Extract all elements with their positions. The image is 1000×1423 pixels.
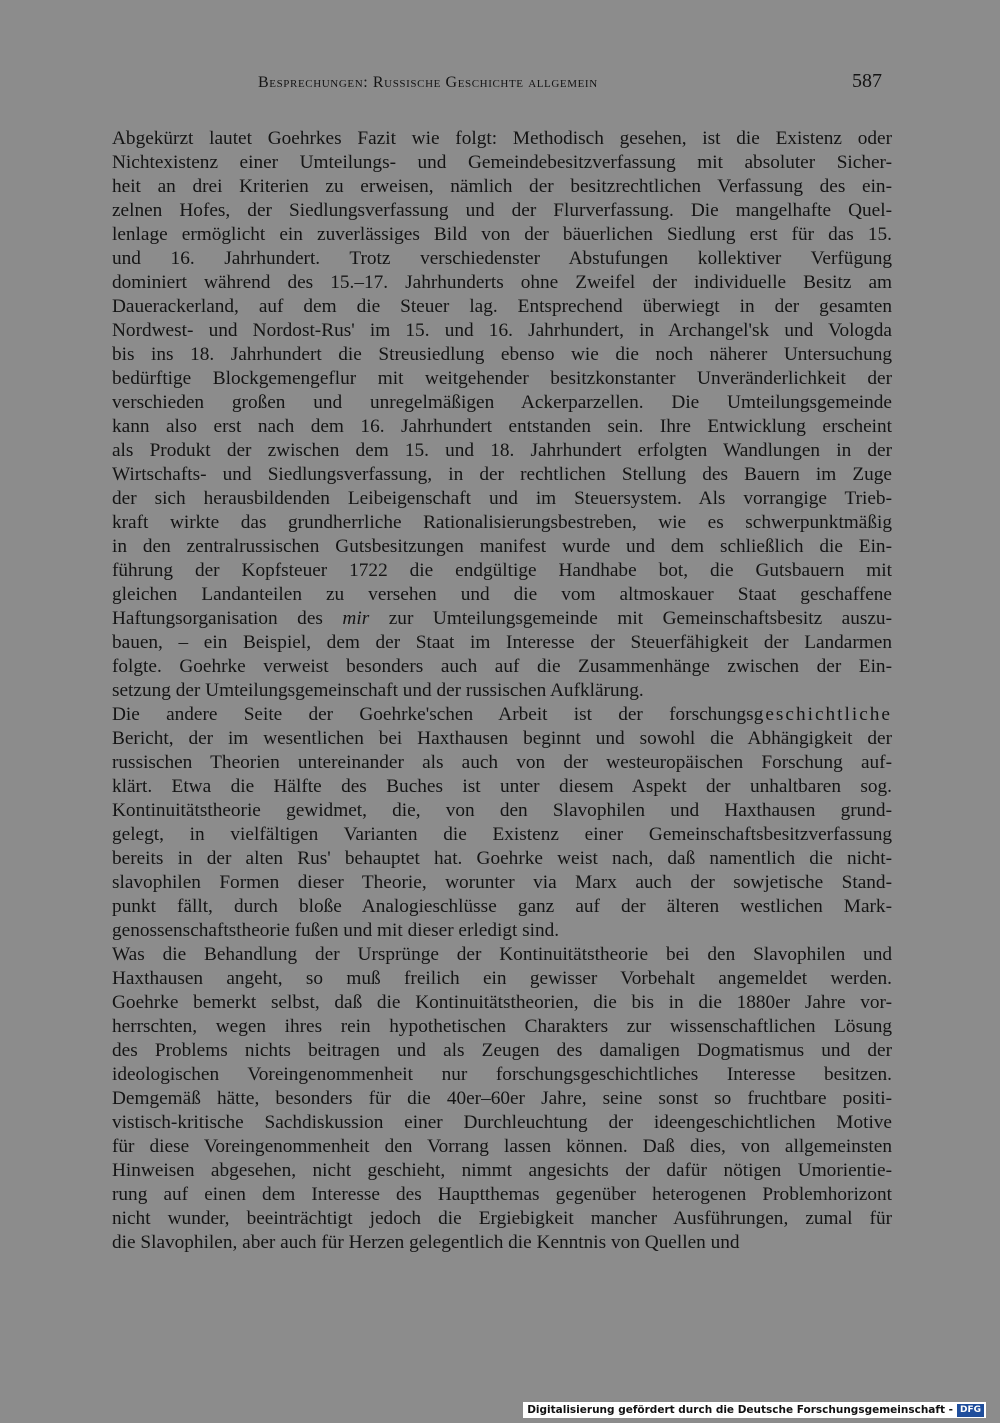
text-line: Goehrke bemerkt selbst, daß die Kontinuitätstheorien, die bis in die 1880er Jahre vor- (112, 992, 892, 1013)
text-line: und 16. Jahrhundert. Trotz verschiedenster Abstufungen kollektiver Verfügung (112, 248, 892, 269)
paragraph (112, 943, 892, 1255)
text-line: Dauerackerland, auf dem die Steuer lag. Entsprechend überwiegt in der gesamten (112, 296, 892, 317)
text-line: klärt. Etwa die Hälfte des Buches ist unter diesem Aspekt der unhaltbaren sog. (112, 776, 892, 797)
text-line: Die andere Seite der Goehrke'schen Arbeit ist der forschungsgeschichtliche (112, 704, 892, 725)
text-line: punkt fällt, durch bloße Analogieschlüsse ganz auf der älteren westlichen Mark- (112, 896, 892, 917)
text-line: Haftungsorganisation des mir zur Umteilungsgemeinde mit Gemeinschaftsbesitz auszu- (112, 608, 892, 629)
text-line: kann also erst nach dem 16. Jahrhundert entstanden sein. Ihre Entwicklung erscheint (112, 416, 892, 437)
text-line: zelnen Hofes, der Siedlungsverfassung und der Flurverfassung. Die mangelhafte Quel- (112, 200, 892, 221)
page-number: 587 (852, 70, 882, 92)
body-text (112, 127, 892, 1255)
page-header (112, 70, 882, 96)
text-line: Abgekürzt lautet Goehrkes Fazit wie folgt: Methodisch gesehen, ist die Existenz oder (112, 128, 892, 149)
text-line: ideologischen Voreingenommenheit nur forschungsgeschichtliches Interesse besitzen. (112, 1064, 892, 1085)
text-line: bauen, – ein Beispiel, dem der Staat im Interesse der Steuerfähigkeit der Landarmen (112, 632, 892, 653)
text-line: rung auf einen dem Interesse des Hauptthemas gegenüber heterogenen Problemhorizont (112, 1184, 892, 1205)
paragraph (112, 703, 892, 943)
text-line: Kontinuitätstheorie gewidmet, die, von den Slavophilen und Haxthausen grund- (112, 800, 892, 821)
text-line: Wirtschafts- und Siedlungsverfassung, in der rechtlichen Stellung des Bauern im Zuge (112, 464, 892, 485)
dfg-logo: DFG (957, 1404, 984, 1417)
text-line: in den zentralrussischen Gutsbesitzungen manifest wurde und dem schließlich die Ein- (112, 536, 892, 557)
paragraph (112, 127, 892, 703)
text-line: führung der Kopfsteuer 1722 die endgültige Handhabe bot, die Gutsbauern mit (112, 560, 892, 581)
text-line: Hinweisen abgesehen, nicht geschieht, nimmt angesichts der dafür nötigen Umorientie- (112, 1160, 892, 1181)
text-line: für diese Voreingenommenheit den Vorrang lassen können. Daß dies, von allgemeinsten (112, 1136, 892, 1157)
text-line: des Problems nichts beitragen und als Zeugen des damaligen Dogmatismus und der (112, 1040, 892, 1061)
text-line: folgte. Goehrke verweist besonders auch auf die Zusammenhänge zwischen der Ein- (112, 656, 892, 677)
text-line: heit an drei Kriterien zu erweisen, nämlich der besitzrechtlichen Verfassung des ein- (112, 176, 892, 197)
text-line: Haxthausen angeht, so muß freilich ein gewisser Vorbehalt angemeldet werden. (112, 968, 892, 989)
text-line: bereits in der alten Rus' behauptet hat. Goehrke weist nach, daß namentlich die nicht- (112, 848, 892, 869)
text-line: setzung der Umteilungsgemeinschaft und der russischen Aufklärung. (112, 680, 644, 701)
text-line: herrschten, wegen ihres rein hypothetischen Charakters zur wissenschaftlichen Lösung (112, 1016, 892, 1037)
text-line: dominiert während des 15.–17. Jahrhunderts ohne Zweifel der individuelle Besitz am (112, 272, 892, 293)
text-line: als Produkt der zwischen dem 15. und 18. Jahrhundert erfolgten Wandlungen in der (112, 440, 892, 461)
text-line: die Slavophilen, aber auch für Herzen gelegentlich die Kenntnis von Quellen und (112, 1232, 740, 1253)
text-line: slavophilen Formen dieser Theorie, worunter via Marx auch der sowjetische Stand- (112, 872, 892, 893)
running-title: Besprechungen: Russische Geschichte allgemein (258, 74, 598, 91)
text-line: russischen Theorien untereinander als auch von der westeuropäischen Forschung auf- (112, 752, 892, 773)
text-line: Was die Behandlung der Ursprünge der Kontinuitätstheorie bei den Slavophilen und (112, 944, 892, 965)
text-line: lenlage ermöglicht ein zuverlässiges Bild von der bäuerlichen Siedlung erst für das 15. (112, 224, 892, 245)
text-line: Bericht, der im wesentlichen bei Haxthausen beginnt und sowohl die Abhängigkeit der (112, 728, 892, 749)
text-line: genossenschaftstheorie fußen und mit dieser erledigt sind. (112, 920, 560, 941)
text-line: nicht wunder, beeinträchtigt jedoch die Ergiebigkeit mancher Ausführungen, zumal für (112, 1208, 892, 1229)
funding-note: Digitalisierung gefördert durch die Deutsche Forschungsgemeinschaft - (527, 1404, 953, 1416)
text-line: bedürftige Blockgemengeflur mit weitgehender besitzkonstanter Unveränderlichkeit der (112, 368, 892, 389)
text-line: bis ins 18. Jahrhundert die Streusiedlung ebenso wie die noch näherer Untersuchung (112, 344, 892, 365)
text-line: Demgemäß hätte, besonders für die 40er–60er Jahre, seine sonst so fruchtbare positi- (112, 1088, 892, 1109)
text-line: vistisch-kritische Sachdiskussion einer Durchleuchtung der ideengeschichtlichen Motive (112, 1112, 892, 1133)
text-line: der sich herausbildenden Leibeigenschaft und im Steuersystem. Als vorrangige Trieb- (112, 488, 892, 509)
text-line: gleichen Landanteilen zu versehen und die vom altmoskauer Staat geschaffene (112, 584, 892, 605)
text-line: kraft wirkte das grundherrliche Rationalisierungsbestreben, wie es schwerpunktmäßig (112, 512, 892, 533)
text-line: Nordwest- und Nordost-Rus' im 15. und 16. Jahrhundert, in Archangel'sk und Vologda (112, 320, 892, 341)
text-line: gelegt, in vielfältigen Varianten die Existenz einer Gemeinschaftsbesitzverfassung (112, 824, 892, 845)
digitization-footer (523, 1402, 986, 1418)
text-line: verschieden großen und unregelmäßigen Ackerparzellen. Die Umteilungsgemeinde (112, 392, 892, 413)
text-line: Nichtexistenz einer Umteilungs- und Gemeindebesitzverfassung mit absoluter Sicher- (112, 152, 892, 173)
